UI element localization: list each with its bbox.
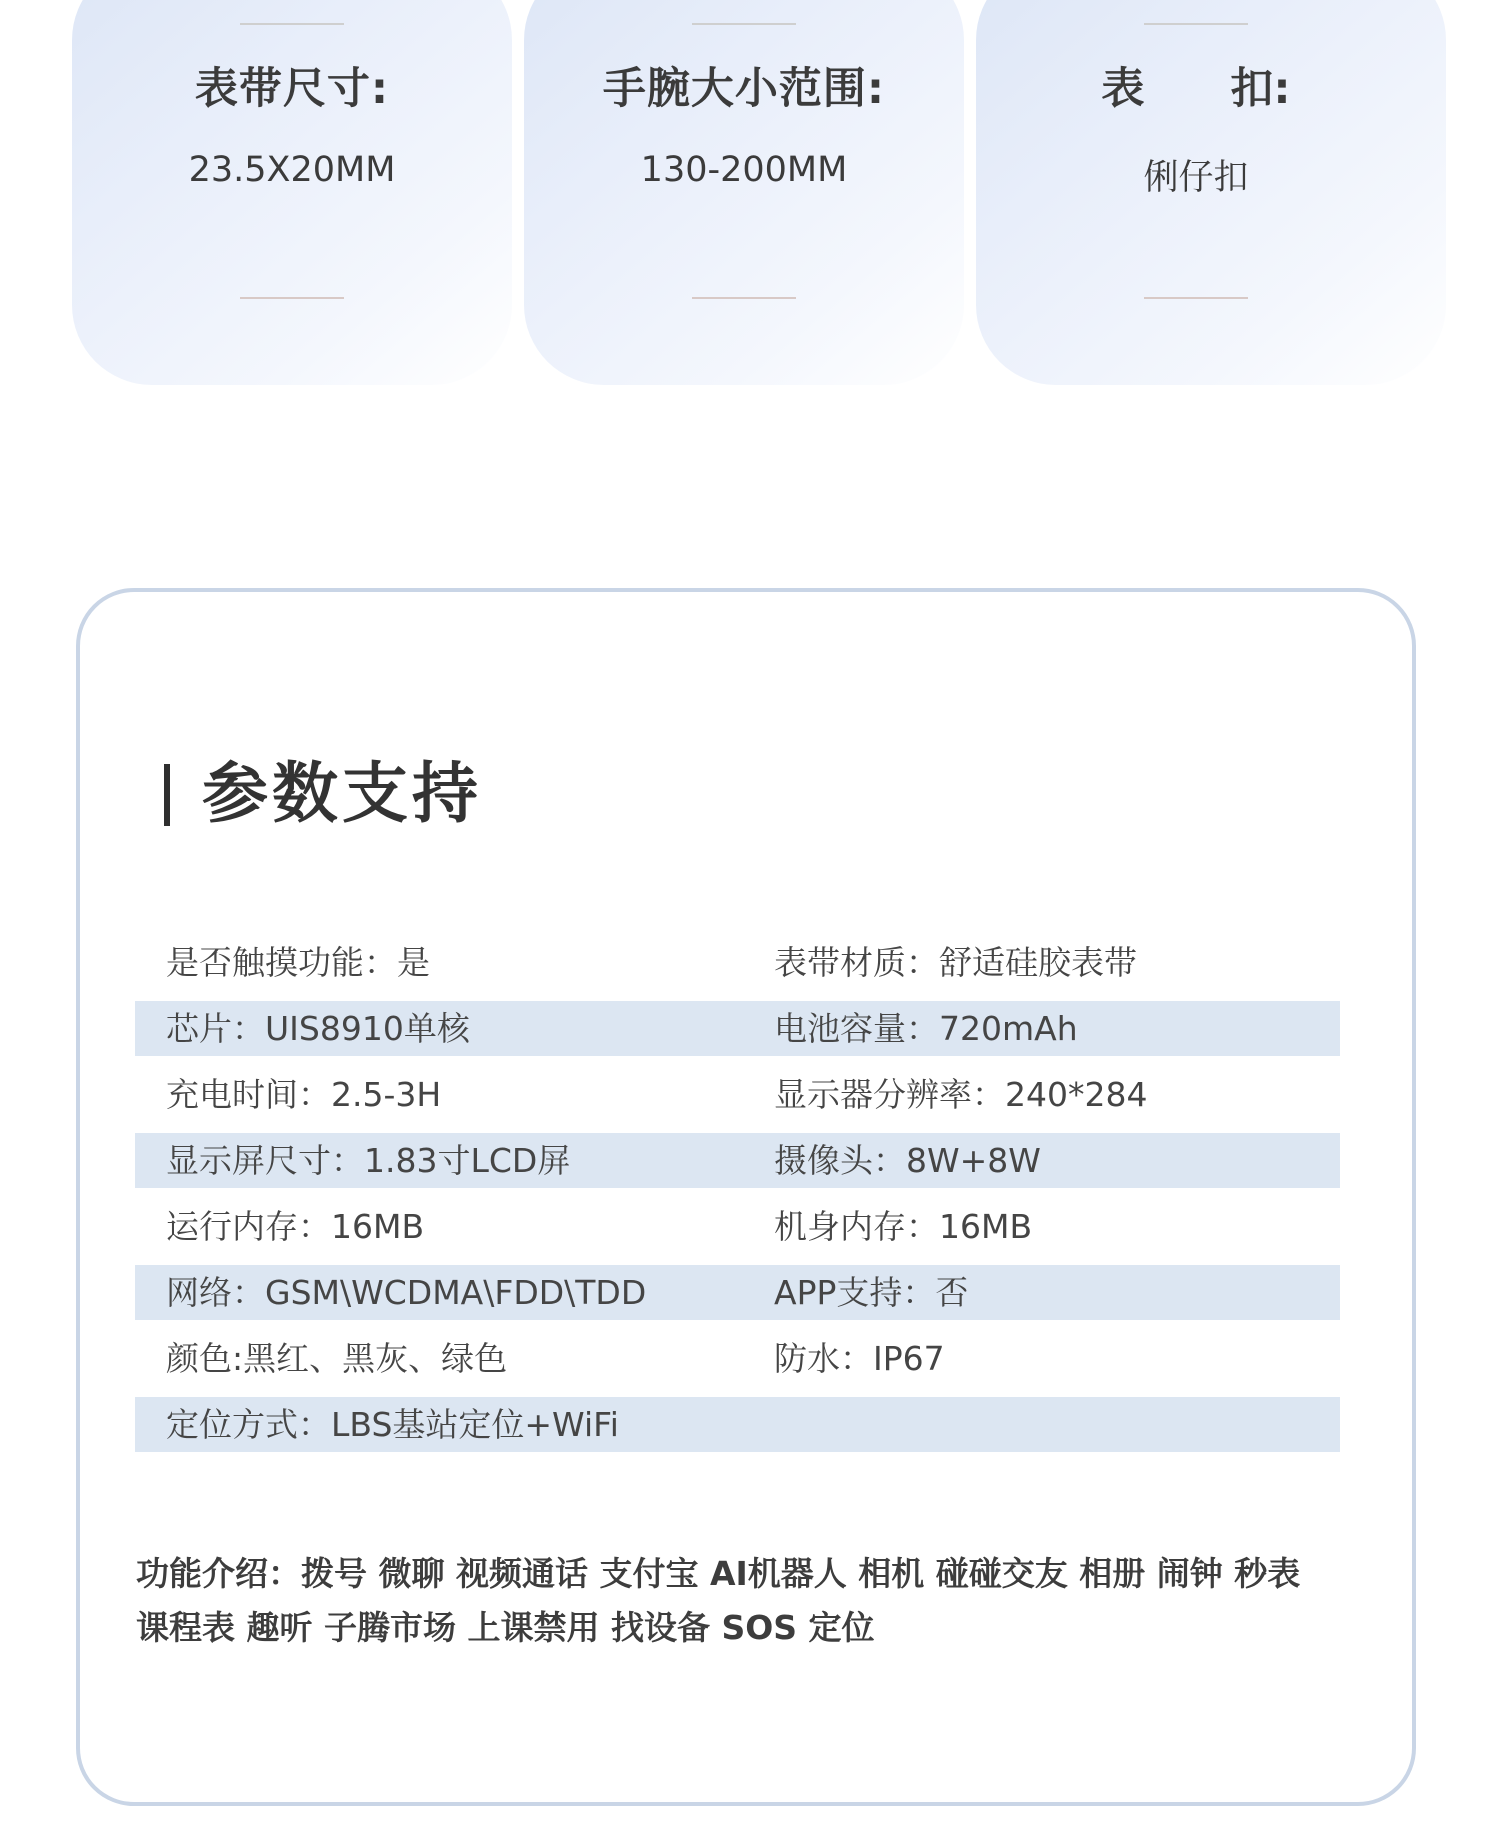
spec-label: 表带尺寸: [194, 64, 390, 114]
param-right: 显示器分辨率：240*284 [774, 1075, 1148, 1114]
table-row [135, 1067, 1340, 1122]
param-right: 摄像头：8W+8W [774, 1141, 1041, 1180]
spec-value: 俐仔扣 [1143, 158, 1249, 198]
section-title: 参数支持 [202, 755, 482, 832]
table-row [135, 935, 1340, 990]
param-left: 网络：GSM\WCDMA\FDD\TDD [166, 1273, 647, 1312]
parameters-panel [76, 588, 1416, 1806]
param-left: 充电时间：2.5-3H [166, 1075, 442, 1114]
spec-card-wrist-range [524, 0, 964, 385]
spec-card-buckle [976, 0, 1446, 385]
table-row [135, 1397, 1340, 1452]
param-right: 表带材质：舒适硅胶表带 [774, 943, 1137, 982]
param-left: 显示屏尺寸：1.83寸LCD屏 [166, 1141, 571, 1180]
feature-description [136, 1547, 1336, 1655]
parameters-table [135, 935, 1340, 1463]
divider [240, 23, 344, 25]
feature-line: 功能介绍：拨号 微聊 视频通话 支付宝 AI机器人 相机 碰碰交友 相册 闹钟 秒表 [136, 1554, 1301, 1593]
divider [692, 297, 796, 299]
divider [1144, 23, 1248, 25]
param-left: 颜色:黑红、黑灰、绿色 [166, 1339, 508, 1378]
param-left: 运行内存：16MB [166, 1207, 425, 1246]
spec-label: 表 扣: [1101, 64, 1291, 114]
param-right: 电池容量：720mAh [774, 1009, 1078, 1048]
spec-value: 23.5X20MM [188, 150, 396, 190]
divider [1144, 297, 1248, 299]
param-left: 定位方式：LBS基站定位+WiFi [166, 1405, 619, 1444]
divider [692, 23, 796, 25]
param-right: 机身内存：16MB [774, 1207, 1033, 1246]
spec-value: 130-200MM [640, 150, 848, 190]
table-row [135, 1331, 1340, 1386]
spec-card-strap-size [72, 0, 512, 385]
table-row [135, 1133, 1340, 1188]
table-row [135, 1001, 1340, 1056]
title-accent-bar [164, 764, 170, 826]
table-row [135, 1199, 1340, 1254]
divider [240, 297, 344, 299]
feature-line: 课程表 趣听 子腾市场 上课禁用 找设备 SOS 定位 [136, 1608, 875, 1647]
param-left: 芯片：UIS8910单核 [166, 1009, 470, 1048]
spec-label: 手腕大小范围: [602, 64, 886, 114]
spec-cards [0, 0, 1500, 400]
param-left: 是否触摸功能：是 [166, 943, 430, 982]
table-row [135, 1265, 1340, 1320]
param-right: APP支持：否 [774, 1273, 969, 1312]
param-right: 防水：IP67 [774, 1339, 945, 1378]
